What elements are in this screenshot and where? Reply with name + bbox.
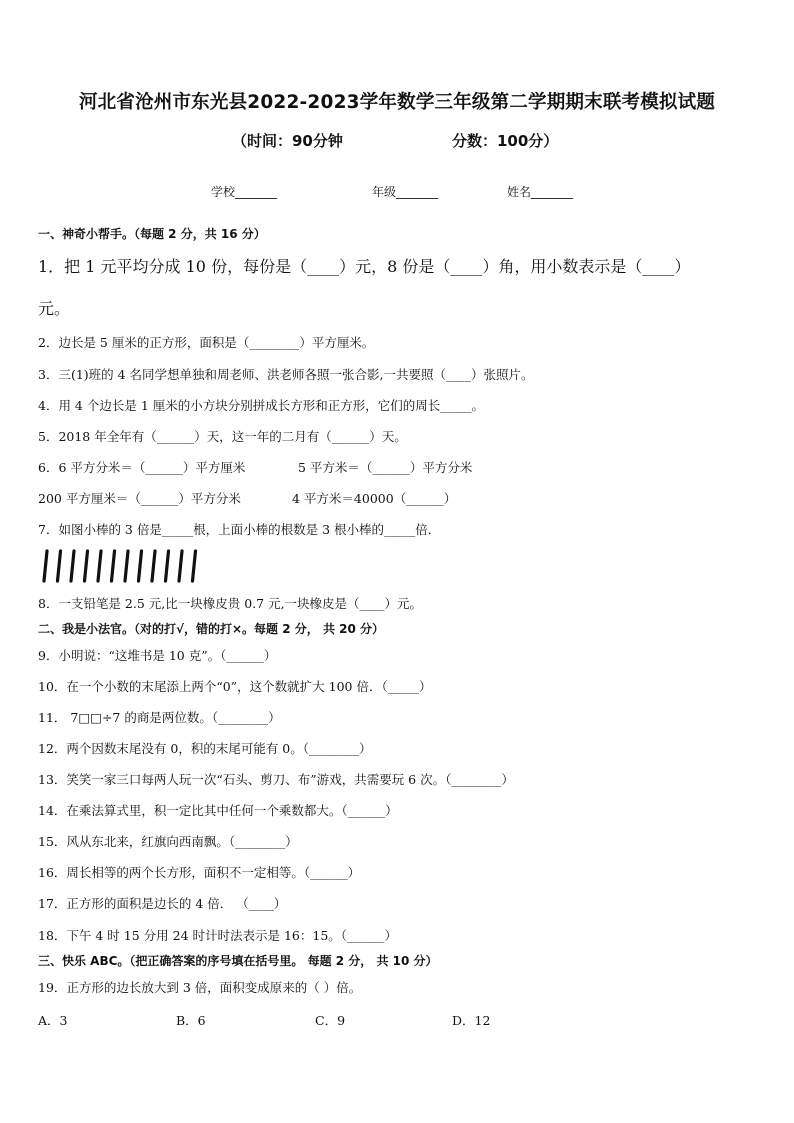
question-16: 16．周长相等的两个长方形，面积不一定相等。（______） <box>38 865 361 880</box>
stick <box>166 551 169 581</box>
question-6b-left: 200 平方厘米＝（______）平方分米 <box>38 491 241 506</box>
option-b: B．6 <box>176 1013 206 1028</box>
question-3: 3．三(1)班的 4 名同学想单独和周老师、洪老师各照一张合影,一共要照（____）张照片。 <box>38 367 534 382</box>
question-6a-left: 6．6 平方分米＝（______）平方厘米 <box>38 460 246 475</box>
question-2: 2．边长是 5 厘米的正方形，面积是（________）平方厘米。 <box>38 335 375 350</box>
question-4: 4．用 4 个边长是 1 厘米的小方块分别拼成长方形和正方形，它们的周长_____。 <box>38 398 485 413</box>
grade-field: 年级_______ <box>372 185 439 199</box>
question-1-cont: 元。 <box>38 299 71 318</box>
name-field: 姓名_______ <box>507 185 574 199</box>
question-13: 13．笑笑一家三口每两人玩一次“石头、剪刀、布”游戏，共需要玩 6 次。（________） <box>38 772 514 787</box>
question-5: 5．2018 年全年有（______）天，这一年的二月有（______）天。 <box>38 429 407 444</box>
question-9: 9．小明说：“这堆书是 10 克”。（______） <box>38 648 277 663</box>
stick <box>58 551 61 581</box>
stick <box>71 551 74 581</box>
question-6a-right: 5 平方米＝（______）平方分米 <box>298 460 473 475</box>
question-14: 14．在乘法算式里，积一定比其中任何一个乘数都大。（______） <box>38 803 398 818</box>
school-field: 学校_______ <box>211 185 278 199</box>
stick <box>193 551 196 581</box>
stick <box>179 551 182 581</box>
section-1-heading: 一、神奇小帮手。（每题 2 分，共 16 分） <box>38 227 266 241</box>
question-11: 11． 7□□÷7 的商是两位数。（________） <box>38 710 281 725</box>
sticks-figure <box>38 548 208 584</box>
stick <box>152 551 155 581</box>
stick <box>85 551 88 581</box>
option-a: A．3 <box>38 1013 68 1028</box>
stick <box>125 551 128 581</box>
exam-time: （时间：90分钟 <box>232 132 343 150</box>
option-c: C．9 <box>315 1013 346 1028</box>
option-d: D．12 <box>452 1013 491 1028</box>
question-17: 17．正方形的面积是边长的 4 倍． （____） <box>38 896 287 911</box>
question-8: 8．一支铅笔是 2.5 元,比一块橡皮贵 0.7 元,一块橡皮是（____）元。 <box>38 596 423 611</box>
section-2-heading: 二、我是小法官。（对的打√，错的打×。每题 2 分， 共 20 分） <box>38 622 384 636</box>
stick <box>98 551 101 581</box>
page-title: 河北省沧州市东光县2022-2023学年数学三年级第二学期期末联考模拟试题 <box>78 92 716 113</box>
exam-score: 分数：100分） <box>452 132 559 150</box>
question-10: 10．在一个小数的末尾添上两个“0”，这个数就扩大 100 倍．（_____） <box>38 679 432 694</box>
stick <box>139 551 142 581</box>
stick <box>44 551 47 581</box>
question-19: 19．正方形的边长放大到 3 倍，面积变成原来的（ ）倍。 <box>38 980 362 995</box>
question-15: 15．风从东北来，红旗向西南飘。（________） <box>38 834 298 849</box>
section-3-heading: 三、快乐 ABC。（把正确答案的序号填在括号里。 每题 2 分， 共 10 分） <box>38 954 438 968</box>
stick <box>112 551 115 581</box>
question-7: 7．如图小棒的 3 倍是_____根，上面小棒的根数是 3 根小棒的_____倍． <box>38 522 441 537</box>
question-1: 1．把 1 元平均分成 10 份，每份是（____）元，8 份是（____）角，用小数表示是（____） <box>38 257 691 276</box>
question-12: 12．两个因数末尾没有 0，积的末尾可能有 0。（________） <box>38 741 372 756</box>
question-6b-right: 4 平方米＝40000（______） <box>292 491 457 506</box>
question-18: 18．下午 4 时 15 分用 24 时计时法表示是 16：15。（______） <box>38 928 398 943</box>
